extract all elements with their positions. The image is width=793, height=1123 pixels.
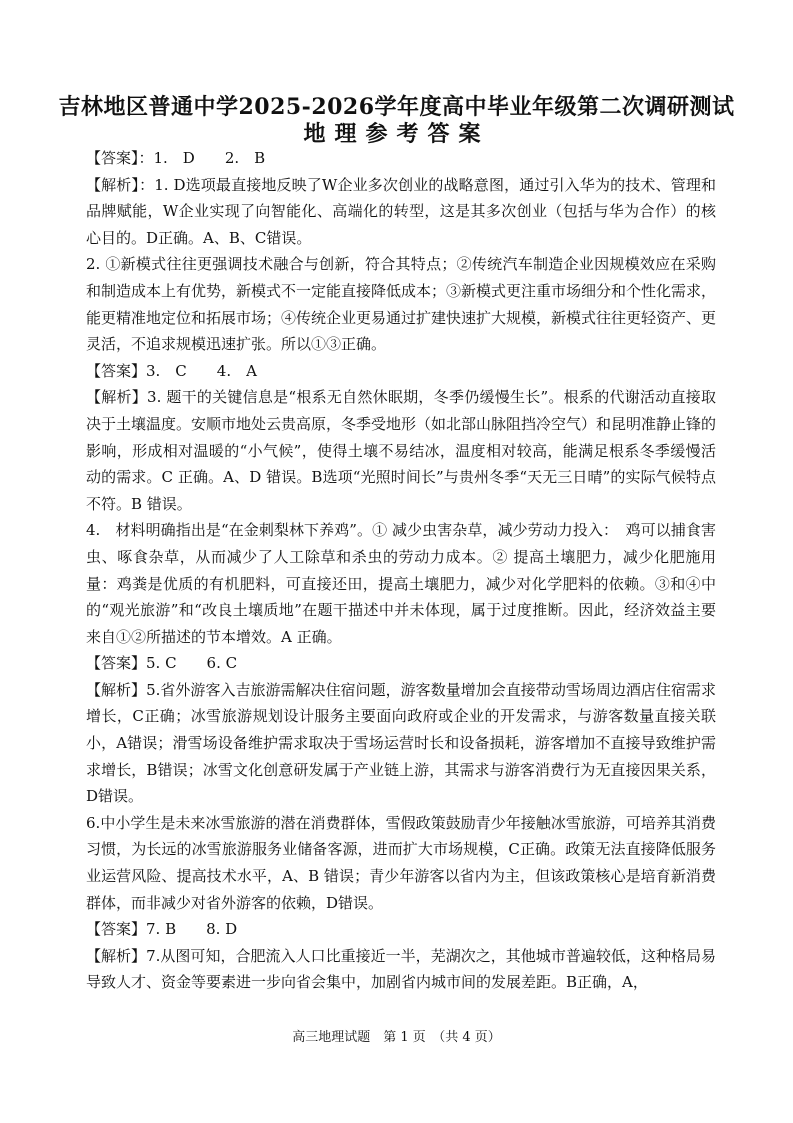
- explanation-q5: 【解析】5.省外游客入吉旅游需解决住宿问题，游客数量增加会直接带动雪场周边酒店住宿需求增长，C正确；冰雪旅游规划设计服务主要面向政府或企业的开发需求，与游客数量直接关联小，A错误；滑雪场设备维护需求取决于雪场运营时长和设备损耗，游客增加不直接导致维护需求增长，B错误；冰雪文化创意研发属于产业链上游，其需求与游客消费行为无直接因果关系，D错误。: [86, 680, 716, 806]
- answer-line-3-4: 【答案】3. C 4. A: [86, 361, 257, 380]
- explanation-q4: 4. 材料明确指出是“在金刺梨林下养鸡”。① 减少虫害杂草，减少劳动力投入： 鸡可以捕食害虫、啄食杂草，从而减少了人工除草和杀虫的劳动力成本。② 提高土壤肥力，减少化肥施用量：鸡粪是优质的有机肥料，可直接还田，提高土壤肥力，减少对化学肥料的依赖。③和④中的“观光旅游”和“改良土壤质地”在题干描述中并未体现，属于过度推断。因此，经济效益主要来自①②所描述的节本增效。A 正确。: [86, 521, 716, 646]
- answer-line-1-2: 【答案】：1. D 2. B: [86, 149, 266, 167]
- document-subtitle: 地理参考答案: [303, 121, 490, 147]
- document-title: 吉林地区普通中学2025-2026学年度高中毕业年级第二次调研测试: [58, 94, 735, 120]
- answer-line-5-6: 【答案】5. C 6. C: [86, 654, 238, 673]
- explanation-q3: 【解析】3. 题干的关键信息是“根系无自然休眠期，冬季仍缓慢生长”。根系的代谢活动直接取决于土壤温度。安顺市地处云贵高原，冬季受地形（如北部山脉阻挡冷空气）和昆明准静止锋的影响，形成相对温暖的“小气候”，使得土壤不易结冰，温度相对较高，能满足根系冬季缓慢活动的需求。C 正确。A、D 错误。B选项“光照时间长”与贵州冬季“天无三日晴”的实际气候特点不符。B 错误。: [86, 388, 717, 513]
- explanation-q2: 2. ①新模式往往更强调技术融合与创新，符合其特点；②传统汽车制造企业因规模效应在采购和制造成本上有优势，新模式不一定能直接降低成本；③新模式更注重市场细分和个性化需求，能更精准地定位和拓展市场；④传统企业更易通过扩建快速扩大规模，新模式往往更轻资产、更灵活，不追求规模迅速扩张。所以①③正确。: [86, 255, 717, 354]
- explanation-q1: 【解析】：1. D选项最直接地反映了W企业多次创业的战略意图，通过引入华为的技术、管理和品牌赋能，W企业实现了向智能化、高端化的转型，这是其多次创业（包括与华为合作）的核心目的。D正确。A、B、C错误。: [86, 175, 716, 247]
- explanation-q6: 6.中小学生是未来冰雪旅游的潜在消费群体，雪假政策鼓励青少年接触冰雪旅游，可培养其消费习惯，为长远的冰雪旅游服务业储备客源，进而扩大市场规模，C正确。政策无法直接降低服务业运营风险、提高技术水平，A、B 错误；青少年游客以省内为主，但该政策核心是培育新消费群体，而非减少对省外游客的依赖，D错误。: [86, 813, 716, 912]
- page-footer: 高三地理试题 第 1 页 （共 4 页）: [292, 1030, 501, 1045]
- answer-content: [86, 145, 716, 996]
- answer-line-7-8: 【答案】7. B 8. D: [86, 920, 238, 939]
- explanation-q7: 【解析】7.从图可知，合肥流入人口比重接近一半，芜湖次之，其他城市普遍较低，这种格局易导致人才、资金等要素进一步向省会集中，加剧省内城市间的发展差距。B正确，A，: [86, 946, 716, 992]
